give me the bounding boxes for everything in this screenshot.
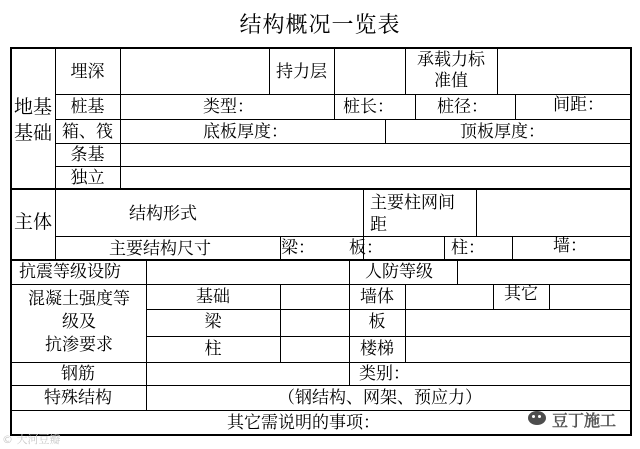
pile-label: 桩基 — [70, 97, 105, 117]
other-notes-label: 其它需说明的事项： — [227, 413, 380, 433]
pile-spacing-label: 间距： — [553, 95, 604, 115]
wall-size-label: 墙： — [553, 236, 587, 256]
bearing-capacity-label: 承载力标 准值 — [417, 50, 485, 91]
slab-size-label: 板： — [349, 238, 383, 258]
concrete-stair-label: 楼梯 — [360, 339, 394, 359]
isolated-footing-label: 独立 — [70, 168, 105, 188]
concrete-column-label: 柱 — [204, 339, 222, 359]
watermark-right — [498, 405, 638, 433]
concrete-foundation-label: 基础 — [196, 287, 230, 307]
strip-footing-label: 条基 — [70, 145, 105, 165]
special-structure-types: （钢结构、网架、预应力） — [278, 388, 482, 408]
rebar-category-label: 类别： — [359, 364, 410, 384]
member-sizes-label: 主要结构尺寸 — [109, 239, 211, 259]
special-structure-label: 特殊结构 — [44, 388, 112, 408]
concrete-beam-label: 梁 — [204, 312, 222, 332]
concrete-other-label: 其它 — [504, 284, 538, 304]
rebar-label: 钢筋 — [61, 364, 95, 384]
pile-diameter-label: 桩径： — [437, 97, 488, 117]
seismic-grade-label: 抗震等级设防 — [19, 262, 121, 282]
concrete-strength-label: 混凝土强度等 级及 抗渗要求 — [28, 289, 130, 355]
main-section-label: 主体 — [13, 211, 52, 233]
pile-length-label: 桩长： — [343, 97, 394, 117]
civil-defense-label: 人防等级 — [365, 262, 433, 282]
column-size-label: 柱： — [451, 238, 485, 258]
watermark-left: © 大河豆瓣 — [2, 433, 61, 446]
bottom-slab-label: 底板厚度： — [203, 122, 288, 142]
wechat-icon — [528, 411, 546, 425]
top-slab-label: 顶板厚度： — [460, 122, 545, 142]
bury-depth-label: 埋深 — [70, 62, 105, 82]
bearing-layer-label: 持力层 — [276, 62, 327, 82]
foundation-section-label: 地基 基础 — [13, 96, 52, 144]
pile-type-label: 类型： — [203, 97, 254, 117]
table-title: 结构概况一览表 — [239, 13, 401, 38]
concrete-wall-label: 墙体 — [360, 287, 394, 307]
structure-form-label: 结构形式 — [129, 204, 197, 224]
column-grid-label: 主要柱网间 距 — [370, 193, 455, 235]
beam-size-label: 梁： — [281, 238, 315, 258]
concrete-slab-label: 板 — [368, 312, 386, 332]
box-raft-label: 箱、筏 — [62, 122, 113, 142]
watermark-right-text: 豆丁施工 — [552, 411, 617, 430]
